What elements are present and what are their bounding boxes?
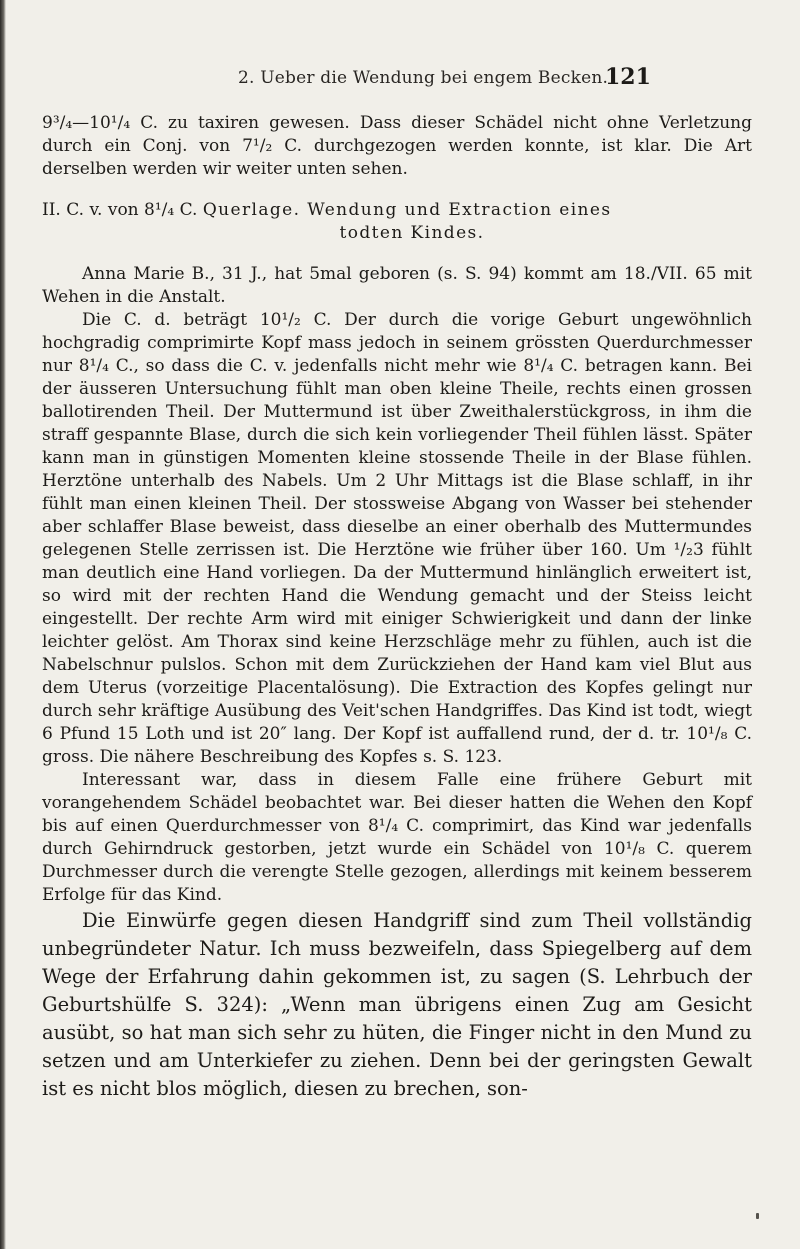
paragraph-continuation: 9³/₄—10¹/₄ C. zu taxiren gewesen. Dass dieser Schädel nicht ohne Verletzung durch ein Conj. von 7¹/₂ C. durchgezogen werden konnte, ist klar. Die Art derselben werden wir weiter unten sehen. — [42, 113, 752, 179]
binding-edge — [0, 0, 6, 1249]
case-history-paragraph: Die C. d. beträgt 10¹/₂ C. Der durch die vorige Geburt ungewöhnlich hochgradig comprimirte Kopf mass jedoch in seinem grössten Querdurchmesser nur 8¹/₄ C., so dass die C. v. jedenfalls nicht mehr wie 8¹/₄ C. betragen kann. Bei der äusseren Untersuchung fühlt man oben kleine Theile, rechts einen grossen ballotirenden Theil. Der Muttermund ist über Zweithalerstückgross, in ihm die straff gespannte Blase, durch die sich kein vorliegender Theil fühlen lässt. Später kann man in günstigen Momenten kleine stossende Theile in der Blase fühlen. Herztöne unterhalb des Nabels. Um 2 Uhr Mittags ist die Blase schlaff, in ihr fühlt man einen kleinen Theil. Der stossweise Abgang von Wasser bei stehender aber schlaffer Blase beweist, dass dieselbe an einer oberhalb des Muttermundes gelegenen Stelle zerrissen ist. Die Herztöne wie früher über 160. Um ¹/₂3 fühlt man deutlich eine Hand vorliegen. Da der Muttermund hinlänglich erweitert ist, so wird mit der rechten Hand die Wendung gemacht und der Steiss leicht eingestellt. Der rechte Arm wird mit einiger Schwierigkeit und dann der linke leichter gelöst. Am Thorax sind keine Herzschläge mehr zu fühlen, auch ist die Nabelschnur pulslos. Schon mit dem Zurückziehen der Hand kam viel Blut aus dem Uterus (vorzeitige Placentalösung). Die Extraction des Kopfes gelingt nur durch sehr kräftige Ausübung des Veit'schen Handgriffes. Das Kind ist todt, wiegt 6 Pfund 15 Loth und ist 20″ lang. Der Kopf ist auffallend rund, der d. tr. 10¹/₈ C. gross. Die nähere Beschreibung des Kopfes s. S. 123. — [42, 310, 752, 767]
case-intro-paragraph: Anna Marie B., 31 J., hat 5mal geboren (s. S. 94) kommt am 18./VII. 65 mit Wehen in die Anstalt. — [42, 264, 752, 307]
print-speck — [756, 1213, 759, 1219]
section-title-line1: Querlage. Wendung und Extraction eines — [202, 200, 612, 220]
section-title-line2: todten Kindes. — [339, 223, 485, 243]
running-title: 2. Ueber die Wendung bei engem Becken. — [238, 68, 609, 88]
page-number: 121 — [605, 64, 651, 90]
running-head — [0, 64, 800, 94]
spacer — [42, 245, 752, 263]
body-text — [42, 112, 752, 1103]
closing-paragraph: Die Einwürfe gegen diesen Handgriff sind zum Theil vollständig unbegründeter Natur. Ich muss bezweifeln, dass Spiegelberg auf dem Wege der Erfahrung dahin gekommen ist, zu sagen (S. Lehrbuch der Geburtshülfe S. 324): „Wenn man übrigens einen Zug am Gesicht ausübt, so hat man sich sehr zu hüten, die Finger nicht in den Mund zu setzen und am Unterkiefer zu ziehen. Denn bei der geringsten Gewalt ist es nicht blos möglich, diesen zu brechen, son- — [42, 909, 752, 1100]
spacer — [42, 181, 752, 199]
section-heading — [42, 199, 752, 245]
section-number: II. C. v. von 8¹/₄ C. — [42, 200, 198, 220]
case-remark-paragraph: Interessant war, dass in diesem Falle eine frühere Geburt mit vorangehendem Schädel beobachtet war. Bei dieser hatten die Wehen den Kopf bis auf einen Querdurchmesser von 8¹/₄ C. comprimirt, das Kind war jedenfalls durch Gehirndruck gestorben, jetzt wurde ein Schädel von 10¹/₈ C. querem Durchmesser durch die verengte Stelle gezogen, allerdings mit keinem besserem Erfolge für das Kind. — [42, 770, 752, 905]
